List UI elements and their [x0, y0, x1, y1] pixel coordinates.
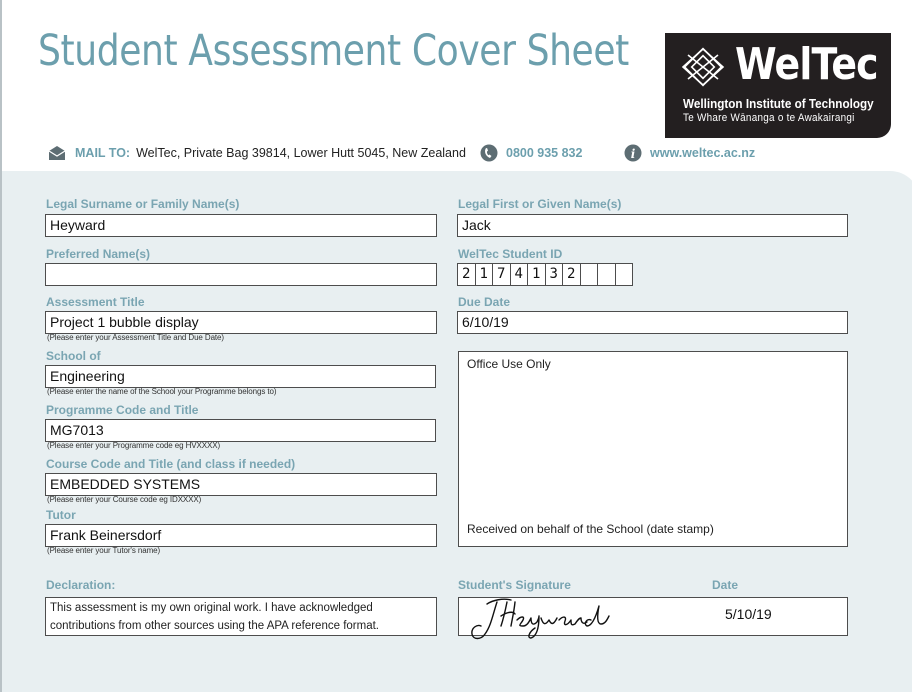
signature-date-value[interactable]: 5/10/19	[725, 606, 772, 622]
school-label: School of	[46, 349, 101, 363]
declaration-label: Declaration:	[46, 578, 116, 592]
mail-icon	[47, 145, 67, 161]
phone-contact	[480, 144, 582, 162]
weltec-logo	[665, 33, 891, 138]
preferred-name-field[interactable]	[45, 263, 437, 286]
course-label: Course Code and Title (and class if needed)	[46, 457, 296, 471]
office-use-box	[458, 351, 848, 547]
assessment-title-field[interactable]: Project 1 bubble display	[45, 311, 437, 334]
student-id-digit[interactable]	[615, 263, 634, 286]
student-id-digit[interactable]: 4	[510, 263, 529, 286]
due-date-field[interactable]: 6/10/19	[457, 311, 848, 334]
student-id-digit[interactable]	[580, 263, 599, 286]
info-icon	[624, 144, 642, 162]
office-use-title: Office Use Only	[467, 357, 551, 371]
surname-label: Legal Surname or Family Name(s)	[46, 197, 240, 211]
page-title: Student Assessment Cover Sheet	[38, 26, 629, 76]
tutor-label: Tutor	[46, 508, 76, 522]
declaration-text: This assessment is my own original work. I have acknowledged contributions from other sources using the APA reference format.	[45, 597, 437, 636]
preferred-name-label: Preferred Name(s)	[46, 247, 151, 261]
surname-field[interactable]: Heyward	[45, 214, 437, 237]
student-id-digit[interactable]: 1	[475, 263, 494, 286]
programme-field[interactable]: MG7013	[45, 419, 436, 442]
programme-hint: (Please enter your Programme code eg HVXXXX)	[47, 441, 221, 450]
tutor-hint: (Please enter your Tutor's name)	[47, 546, 161, 555]
student-id-digit[interactable]: 7	[492, 263, 511, 286]
mail-contact	[47, 144, 466, 162]
svg-text:i: i	[630, 147, 636, 161]
student-id-digit[interactable]: 2	[457, 263, 476, 286]
mail-address: WelTec, Private Bag 39814, Lower Hutt 5045, New Zealand	[136, 146, 466, 160]
first-name-field[interactable]: Jack	[457, 214, 848, 237]
student-id-label: WelTec Student ID	[458, 247, 563, 261]
student-id-digit[interactable]: 1	[527, 263, 546, 286]
phone-number: 0800 935 832	[506, 146, 583, 160]
mail-label: MAIL TO:	[75, 146, 131, 160]
signature-date-label: Date	[712, 578, 739, 592]
programme-label: Programme Code and Title	[46, 403, 199, 417]
first-name-label: Legal First or Given Name(s)	[458, 197, 622, 211]
logo-subtitle: Wellington Institute of Technology	[683, 96, 874, 111]
due-date-label: Due Date	[458, 295, 511, 309]
assessment-title-label: Assessment Title	[46, 295, 145, 309]
website-contact	[624, 144, 755, 162]
course-field[interactable]: EMBEDDED SYSTEMS	[45, 473, 437, 496]
website-link[interactable]: www.weltec.ac.nz	[650, 146, 756, 160]
school-hint: (Please enter the name of the School your Programme belongs to)	[47, 387, 277, 396]
student-id-digit[interactable]	[597, 263, 616, 286]
tutor-field[interactable]: Frank Beinersdorf	[45, 524, 437, 547]
signature-field[interactable]	[458, 597, 848, 636]
phone-icon	[480, 144, 498, 162]
student-id-digit[interactable]: 3	[545, 263, 564, 286]
student-id-digit[interactable]: 2	[562, 263, 581, 286]
weltec-logo-mark	[681, 47, 725, 87]
assessment-title-hint: (Please enter your Assessment Title and Due Date)	[47, 333, 224, 342]
logo-name: WelTec	[735, 39, 878, 90]
student-id-field[interactable]	[457, 263, 632, 286]
signature-label: Student's Signature	[458, 578, 571, 592]
date-stamp-label: Received on behalf of the School (date stamp)	[467, 522, 714, 536]
logo-maori-subtitle: Te Whare Wānanga o te Awakairangi	[683, 112, 855, 124]
school-field[interactable]: Engineering	[45, 365, 436, 388]
course-hint: (Please enter your Course code eg IDXXXX)	[47, 495, 202, 504]
signature-image	[467, 594, 617, 642]
